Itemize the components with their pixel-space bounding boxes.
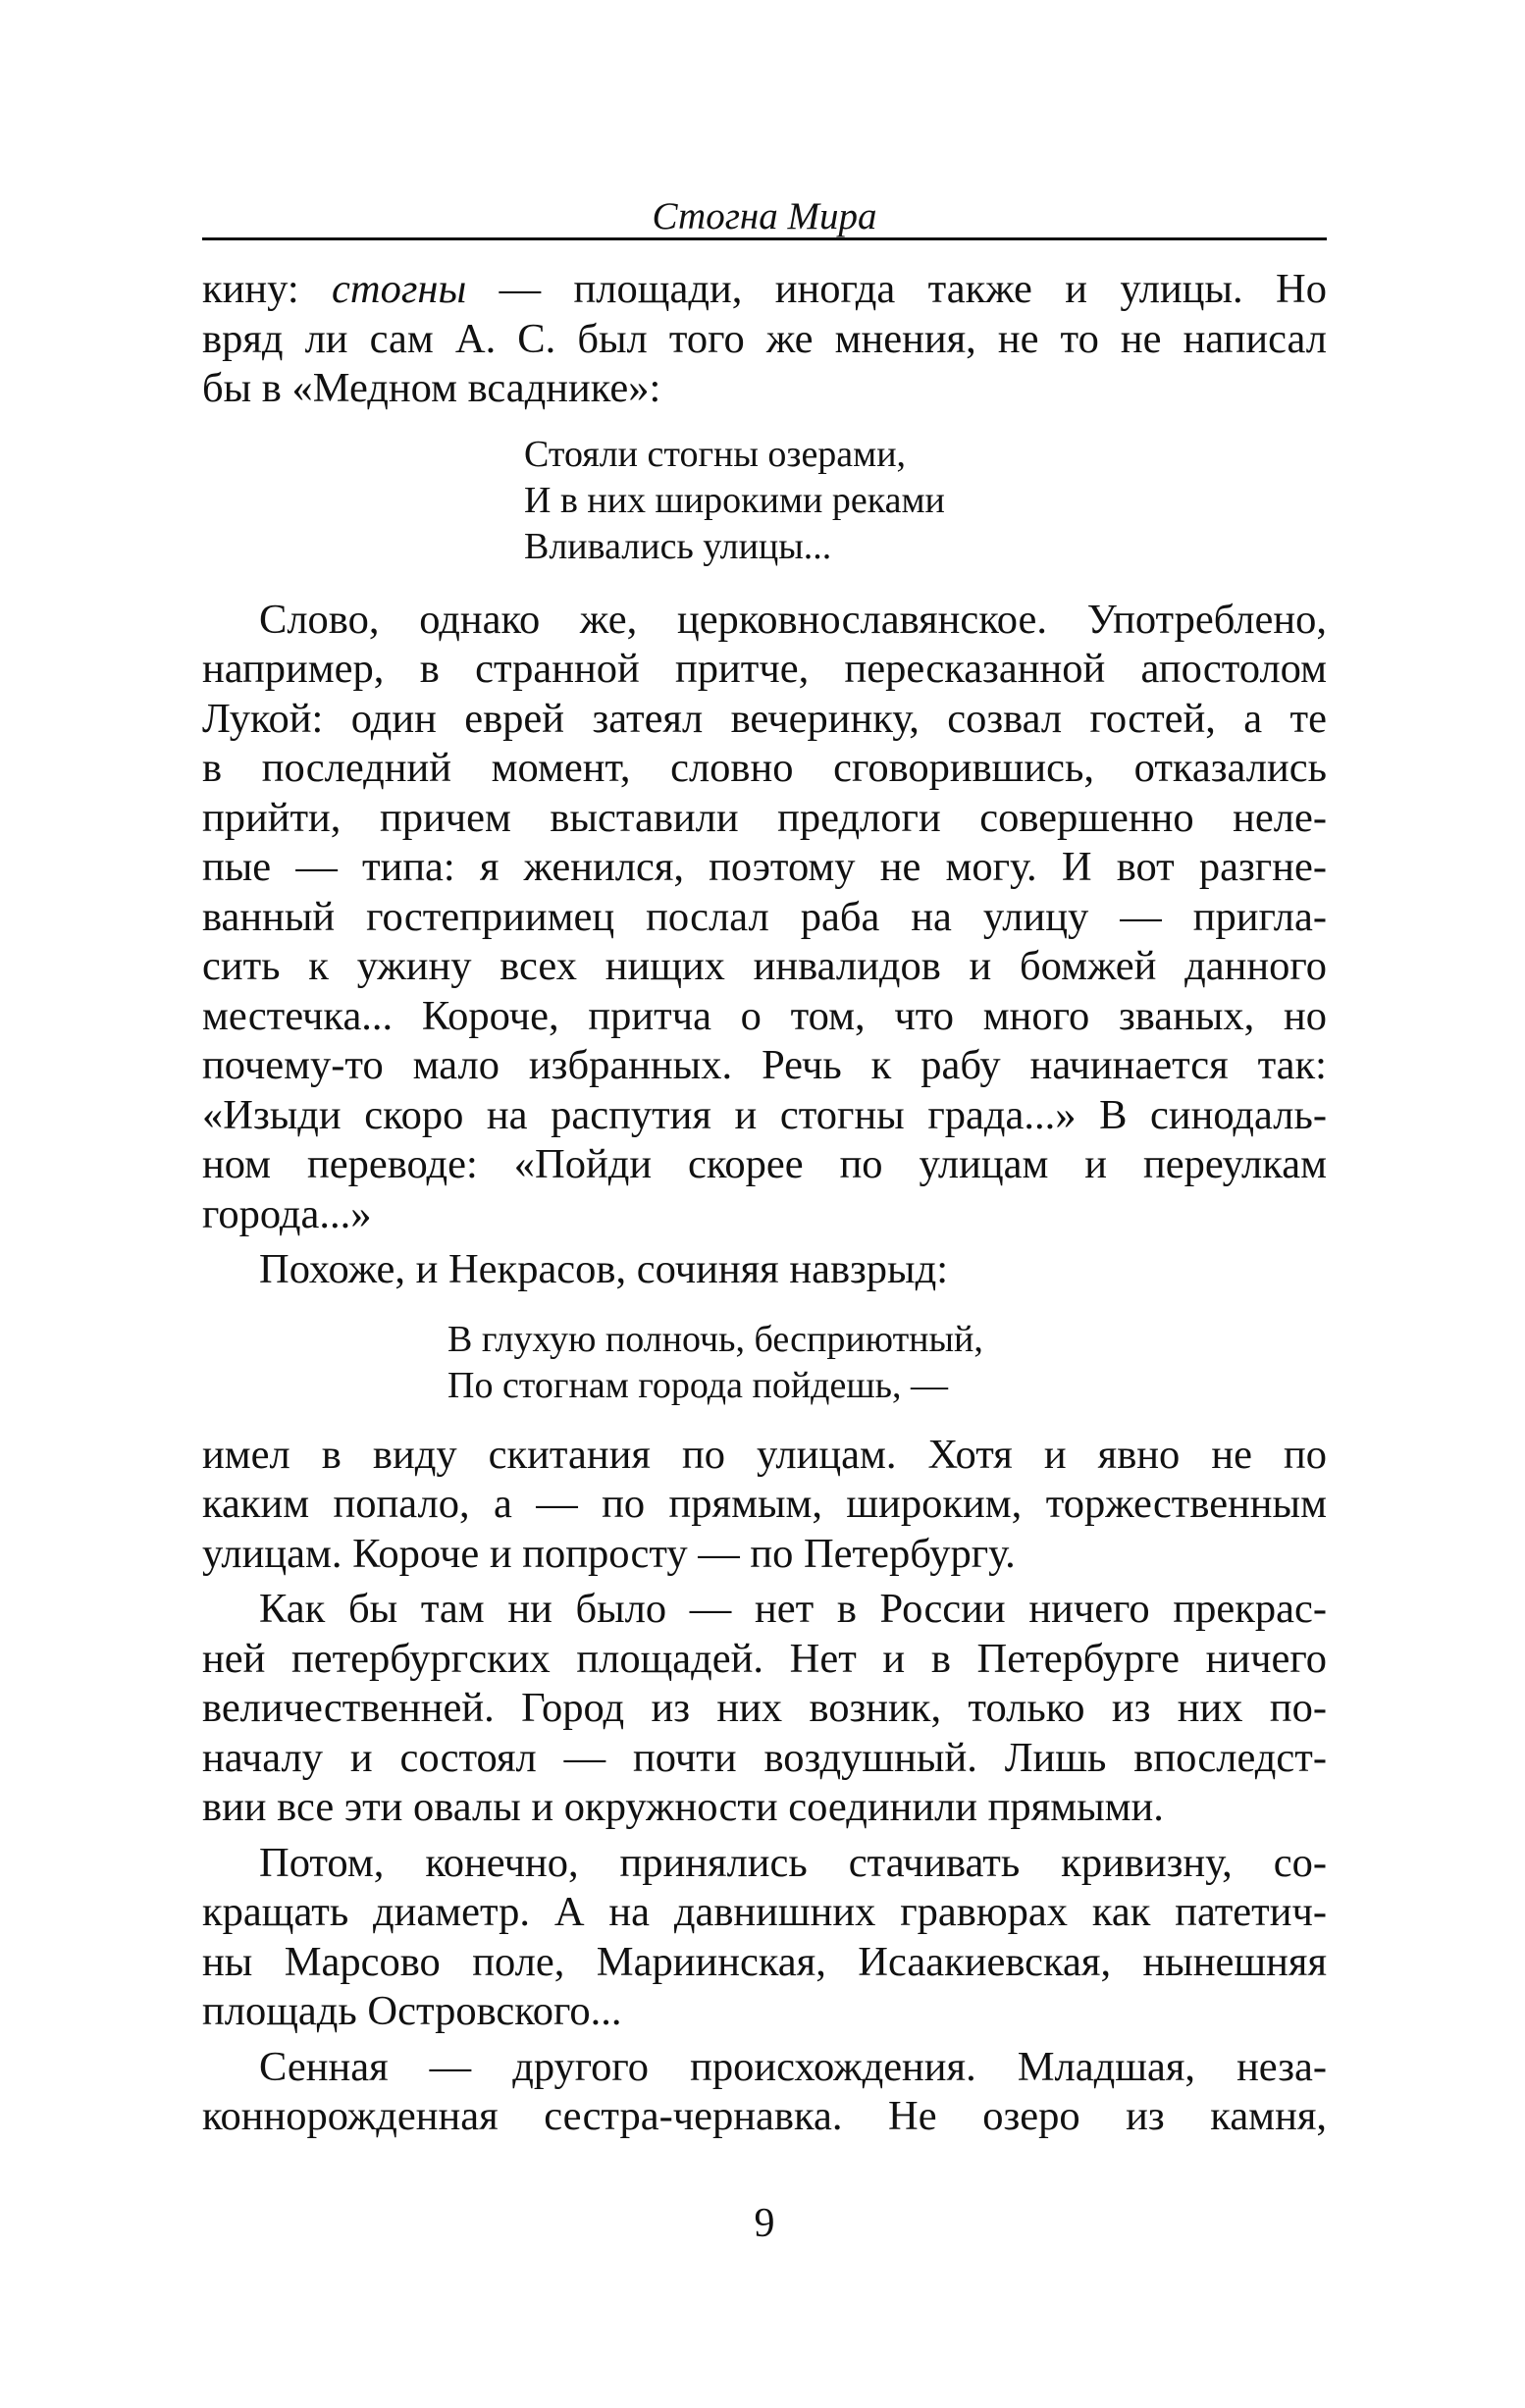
text-line: ны Марсово поле, Мариинская, Исаакиевская, нынешняя — [202, 1938, 1327, 1985]
text-line: почему-то мало избранных. Речь к рабу начинается так: — [202, 1042, 1327, 1088]
page-number: 9 — [754, 2201, 775, 2246]
text-line: например, в странной притче, пересказанной апостолом — [202, 646, 1327, 692]
text-line: в последний момент, словно сговорившись, отказались — [202, 745, 1327, 791]
emphasis-word: стогны — [332, 266, 467, 312]
text-line: прийти, причем выставили предлоги совершенно неле- — [202, 794, 1327, 841]
text-line: местечка... Короче, притча о том, что много званых, но — [202, 992, 1327, 1039]
text-line: Сенная — другого происхождения. Младшая, неза- — [259, 2043, 1327, 2090]
text-line: Как бы там ни было — нет в России ничего прекрас- — [259, 1586, 1327, 1632]
verse-line: И в них широкими реками — [524, 479, 945, 521]
text-line: имел в виду скитания по улицам. Хотя и явно не по — [202, 1431, 1327, 1478]
paragraph-5 — [202, 1585, 1327, 1833]
verse-line: Вливались улицы... — [524, 525, 832, 567]
text-line: ней петербургских площадей. Нет и в Петербурге ничего — [202, 1635, 1327, 1682]
paragraph-4 — [202, 1431, 1327, 1580]
verse-quote-1 — [202, 432, 1327, 570]
text-line: сить к ужину всех нищих инвалидов и бомжей данного — [202, 943, 1327, 989]
text-line: пые — типа: я женился, поэтому не могу. И вот разгне- — [202, 844, 1327, 890]
text-line: Слово, однако же, церковнославянское. Употреблено, — [259, 596, 1327, 643]
paragraph-1 — [202, 265, 1327, 414]
text-line: началу и состоял — почти воздушный. Лишь впоследст- — [202, 1734, 1327, 1781]
paragraph-2 — [202, 596, 1327, 1240]
paragraph-3 — [202, 1245, 1327, 1295]
text-line: Лукой: один еврей затеял вечеринку, созвал гостей, а те — [202, 695, 1327, 742]
text-line: каким попало, а — по прямым, широким, торжественным — [202, 1481, 1327, 1527]
text-line: кращать диаметр. А на давнишних гравюрах как патетич- — [202, 1889, 1327, 1935]
text-line: бы в «Медном всаднике»: — [202, 365, 661, 411]
text-line: Потом, конечно, принялись стачивать кривизну, со- — [259, 1839, 1327, 1886]
text-line: улицам. Короче и попросту — по Петербургу. — [202, 1530, 1016, 1577]
header-rule — [202, 237, 1327, 240]
text-line: коннорожденная сестра-чернавка. Не озеро из камня, — [202, 2093, 1327, 2139]
text-line: вряд ли сам А. С. был того же мнения, не то не написал — [202, 315, 1327, 362]
text-line: величественней. Город из них возник, только из них по- — [202, 1685, 1327, 1731]
text-line: кину: стогны — площади, иногда также и улицы. Но — [202, 266, 1327, 312]
text-line: ванный гостеприимец послал раба на улицу — пригла- — [202, 893, 1327, 940]
text-line: «Изыди скоро на распутия и стогны града...» В синодаль- — [202, 1091, 1327, 1138]
paragraph-6 — [202, 1839, 1327, 2037]
verse-line: Стояли стогны озерами, — [524, 433, 907, 475]
text-line: города...» — [202, 1190, 372, 1237]
page-body — [202, 265, 1327, 2142]
paragraph-7 — [202, 2043, 1327, 2142]
verse-line: По стогнам города пойдешь, — — [447, 1364, 948, 1406]
verse-line: В глухую полночь, бесприютный, — [447, 1318, 983, 1360]
running-head: Стогна Мира — [652, 195, 877, 237]
text-line: Похоже, и Некрасов, сочиняя навзрыд: — [259, 1246, 949, 1292]
text-line: вии все эти овалы и окружности соединили прямыми. — [202, 1784, 1164, 1830]
text-line: ном переводе: «Пойди скорее по улицам и переулкам — [202, 1141, 1327, 1187]
verse-quote-2 — [202, 1317, 1327, 1409]
text-line: площадь Островского... — [202, 1988, 622, 2034]
